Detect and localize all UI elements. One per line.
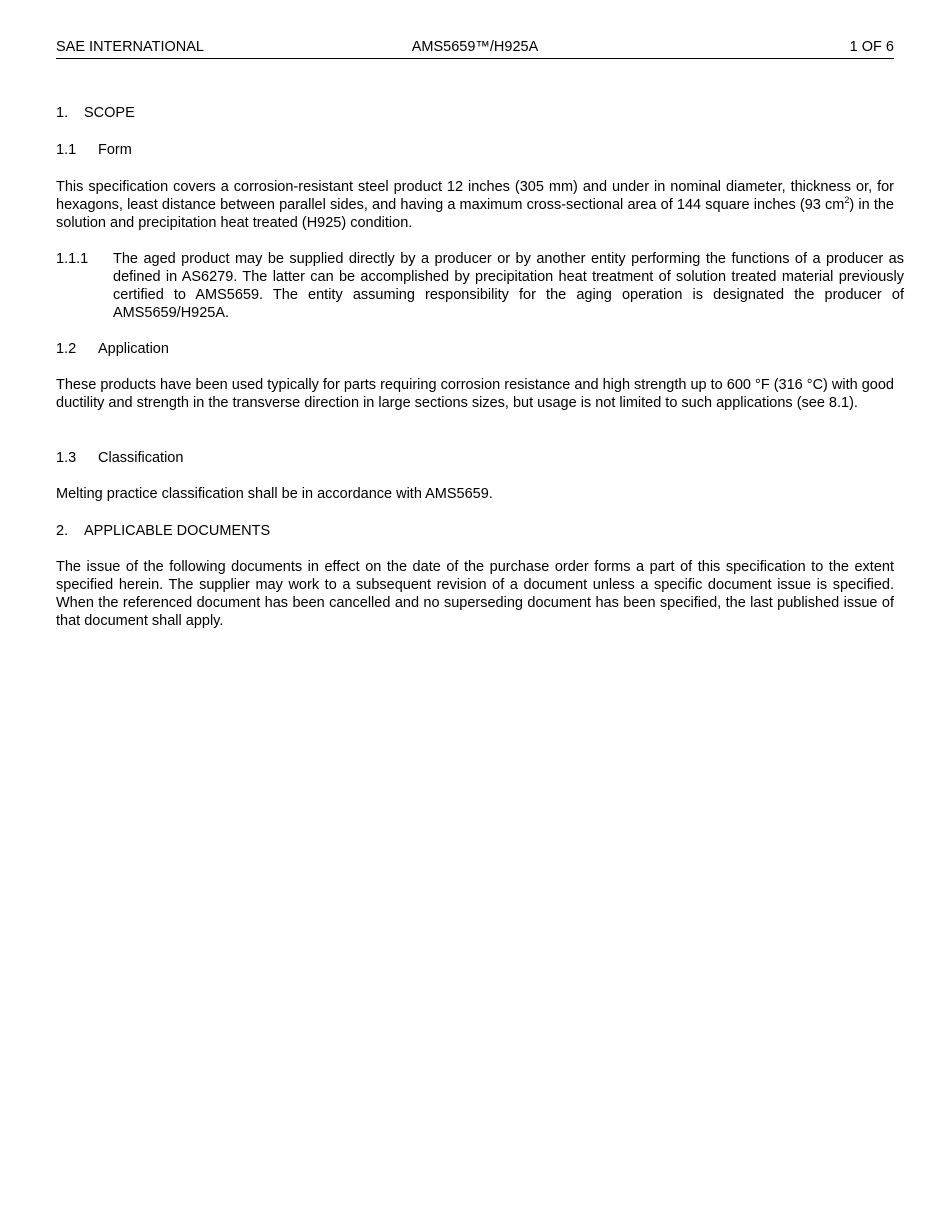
section-title: Classification	[98, 450, 184, 466]
section-2-paragraph: The issue of the following documents in effect on the date of the purchase order forms a part of this specification to the extent specified herein. The supplier may work to a subsequent revision of a document unless a specific document issue is specified. When the referenced document has been cancelled and no superseding document has been specified, the last published issue of that document shall apply.	[56, 559, 894, 629]
section-number: 1.1.1	[56, 251, 89, 267]
superscript: 2	[844, 195, 850, 206]
section-1-2-heading	[56, 340, 894, 358]
section-title: APPLICABLE DOCUMENTS	[84, 523, 271, 539]
section-title: Application	[98, 341, 169, 357]
section-number: 2.	[56, 523, 69, 539]
section-1-3-paragraph: Melting practice classification shall be in accordance with AMS5659.	[56, 486, 493, 502]
page-header	[56, 38, 894, 59]
section-text: The aged product may be supplied directly by a producer or by another entity performing the functions of a producer as defined in AS6279. The latter can be accomplished by precipitation heat treatment of solution treated material previously certified to AMS5659. The entity assuming responsibility for the aging operation is designated the producer of AMS5659/H925A.	[113, 251, 904, 321]
section-1-1-heading	[56, 141, 894, 159]
section-1-heading	[56, 104, 894, 122]
header-organization: SAE INTERNATIONAL	[56, 39, 204, 55]
section-number: 1.2	[56, 341, 77, 357]
header-page-number: 1 OF 6	[849, 39, 894, 55]
section-1-2-paragraph: These products have been used typically for parts requiring corrosion resistance and high strength up to 600 °F (316 °C) with good ductility and strength in the transverse direction in large sections sizes, but usage is not limited to such applications (see 8.1).	[56, 377, 894, 411]
section-1-1-paragraph: This specification covers a corrosion-resistant steel product 12 inches (305 mm) and under in nominal diameter, thickness or, for hexagons, least distance between parallel sides, and having a maximum cross-sectional area of 144 square inches (93 $cm^2$) in the solution and precipitation heat treated (H925) condition.	[56, 179, 894, 231]
section-title: Form	[98, 142, 132, 158]
section-number: 1.1	[56, 142, 77, 158]
section-1-1-1-paragraph	[56, 250, 904, 322]
section-number: 1.	[56, 105, 69, 121]
section-1-3-heading	[56, 449, 894, 467]
header-document-id: AMS5659™/H925A	[411, 39, 539, 55]
section-number: 1.3	[56, 450, 77, 466]
section-title: SCOPE	[84, 105, 135, 121]
section-2-heading	[56, 522, 894, 540]
